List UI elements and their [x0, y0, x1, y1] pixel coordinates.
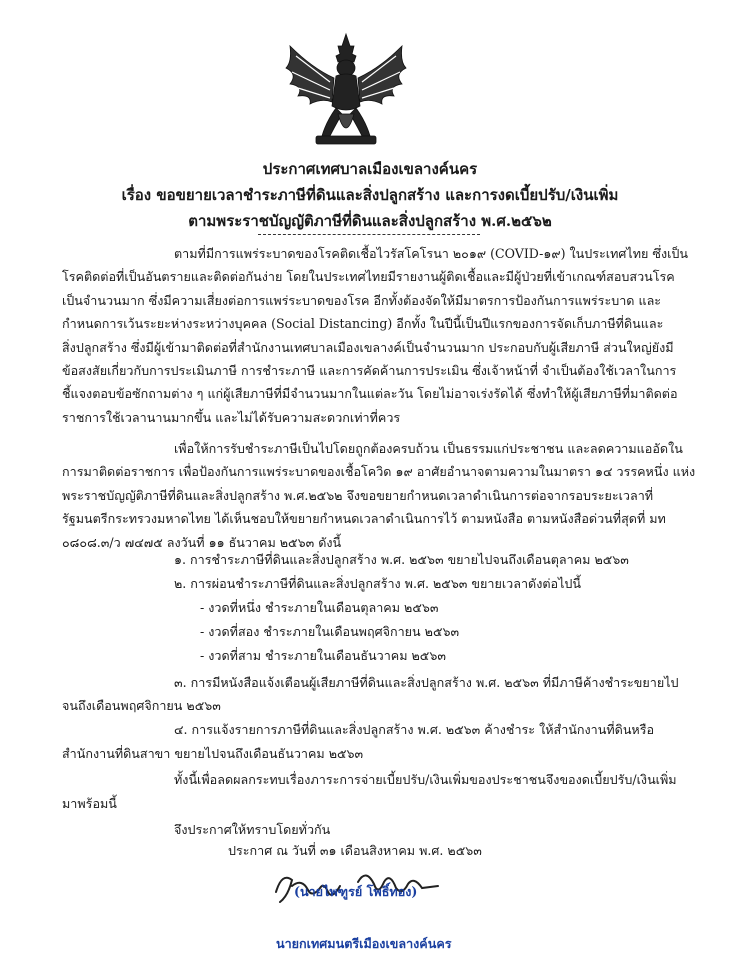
paragraph-background [62, 242, 702, 429]
title-divider [258, 234, 480, 235]
closing-line: ทั้งนี้เพื่อลดผลกระทบเรื่องภาระการจ่ายเบี้ยปรับ/เงินเพิ่มของประชาชนจึงของดเบี้ยปรับ/เงินเพิ่ม [174, 772, 677, 787]
date-line: ประกาศ ณ วันที่ ๓๑ เดือนสิงหาคม พ.ศ. ๒๕๖๓ [228, 843, 482, 858]
paragraph-line: การมาติดต่อราชการ เพื่อป้องกันการแพร่ระบาดของเชื้อโควิด ๑๙ อาศัยอำนาจตามความในมาตรา ๑๔ วรรคหนึ่ง แห่ง [62, 464, 696, 480]
signatory-name: (นายไพฑูรย์ โพธิ์ทอง) [294, 884, 418, 899]
paragraph-line: รัฐมนตรีกระทรวงมหาดไทย ได้เห็นชอบให้ขยายกำหนดเวลาดำเนินการไว้ ตามหนังสือ ตามหนังสือด่วนที่สุดที่ มท [62, 511, 666, 527]
paragraph-line: ๐๘๐๘.๓/ว ๗๔๗๕ ลงวันที่ ๑๑ ธันวาคม ๒๕๖๓ ดังนี้ [62, 534, 342, 550]
paragraph-line: โรคติดต่อที่เป็นอันตรายและติดต่อกันง่าย โดยในประเทศไทยมีรายงานผู้ติดเชื้อและมีผู้ป่วยที่เข้าเกณฑ์สอบสวนโรค [62, 269, 675, 285]
paragraph-line: พระราชบัญญัติภาษีที่ดินและสิ่งปลูกสร้าง พ.ศ.๒๕๖๒ จึงขอขยายกำหนดเวลาดำเนินการต่อจากรอบระยะเวลาที่ [62, 487, 654, 503]
paragraph-measures [62, 437, 702, 554]
paragraph-line: ราชการใช้เวลานานมากขึ้น และไม่ได้รับความสะดวกเท่าที่ควร [62, 409, 401, 425]
item-4-cont: สำนักงานที่ดินสาขา ขยายไปจนถึงเดือนธันวาคม ๒๕๖๓ [62, 746, 364, 761]
paragraph-line: สิ่งปลูกสร้าง ซึ่งมีผู้เข้ามาติดต่อที่สำนักงานเทศบาลเมืองเขลางค์เป็นจำนวนมาก ประกอบกับผู้เสียภาษี ส่วนใหญ่ยังมี [62, 339, 674, 355]
installment-3: - งวดที่สาม ชำระภายในเดือนธันวาคม ๒๕๖๓ [200, 648, 446, 663]
closing-cont: มาพร้อมนี้ [62, 796, 117, 811]
org-title: ประกาศเทศบาลเมืองเขลางค์นคร [262, 160, 478, 178]
paragraph-line: ตามที่มีการแพร่ระบาดของโรคติดเชื้อไวรัสโคโรนา ๒๐๑๙ (COVID-๑๙) ในประเทศไทย ซึ่งเป็น [174, 246, 689, 261]
installment-1: - งวดที่หนึ่ง ชำระภายในเดือนตุลาคม ๒๕๖๓ [200, 600, 439, 615]
paragraph-line: ชี้แจงตอบข้อซักถามต่าง ๆ แก่ผู้เสียภาษีที่มีจำนวนมากในแต่ละวัน โดยไม่อาจเร่งรัดได้ ซึ่งทำให้ผู้เสียภาษีที่มาติดต่อ [62, 386, 678, 402]
announce-line: จึงประกาศให้ทราบโดยทั่วกัน [174, 822, 331, 837]
item-2: ๒. การผ่อนชำระภาษีที่ดินและสิ่งปลูกสร้าง พ.ศ. ๒๕๖๓ ขยายเวลาดังต่อไปนี้ [174, 576, 582, 591]
item-4: ๔. การแจ้งรายการภาษีที่ดินและสิ่งปลูกสร้าง พ.ศ. ๒๕๖๓ ค้างชำระ ให้สำนักงานที่ดินหรือ [174, 722, 655, 737]
subject-line: เรื่อง ขอขยายเวลาชำระภาษีที่ดินและสิ่งปลูกสร้าง และการงดเบี้ยปรับ/เงินเพิ่ม [121, 186, 619, 204]
signatory-position: นายกเทศมนตรีเมืองเขลางค์นคร [276, 936, 452, 951]
paragraph-line: กำหนดการเว้นระยะห่างระหว่างบุคคล (Social Distancing) อีกทั้ง ในปีนี้เป็นปีแรกของการจัดเก็บภาษีที่ดินและ [62, 316, 664, 332]
paragraph-line: เพื่อให้การรับชำระภาษีเป็นไปโดยถูกต้องครบถ้วน เป็นธรรมแก่ประชาชน และลดความแออัดใน [174, 441, 683, 456]
item-1: ๑. การชำระภาษีที่ดินและสิ่งปลูกสร้าง พ.ศ. ๒๕๖๓ ขยายไปจนถึงเดือนตุลาคม ๒๕๖๓ [174, 552, 629, 567]
act-line: ตามพระราชบัญญัติภาษีที่ดินและสิ่งปลูกสร้าง พ.ศ.๒๕๖๒ [188, 212, 552, 230]
paragraph-line: ข้อสงสัยเกี่ยวกับการประเมินภาษี การชำระภาษี และการคัดค้านการประเมิน ซึ่งเจ้าหน้าที่ จำเป็นต้องใช้เวลาในการ [62, 363, 677, 379]
installment-2: - งวดที่สอง ชำระภายในเดือนพฤศจิกายน ๒๕๖๓ [200, 624, 460, 639]
garuda-emblem-icon [282, 32, 410, 152]
item-3-cont: จนถึงเดือนพฤศจิกายน ๒๕๖๓ [62, 698, 221, 713]
item-3: ๓. การมีหนังสือแจ้งเตือนผู้เสียภาษีที่ดินและสิ่งปลูกสร้าง พ.ศ. ๒๕๖๓ ที่มีภาษีค้างชำระขยายไป [174, 675, 679, 690]
paragraph-line: เป็นจำนวนมาก ซึ่งมีความเสี่ยงต่อการแพร่ระบาดของโรค อีกทั้งต้องจัดให้มีมาตรการป้องกันการแพร่ระบาด และ [62, 292, 662, 308]
